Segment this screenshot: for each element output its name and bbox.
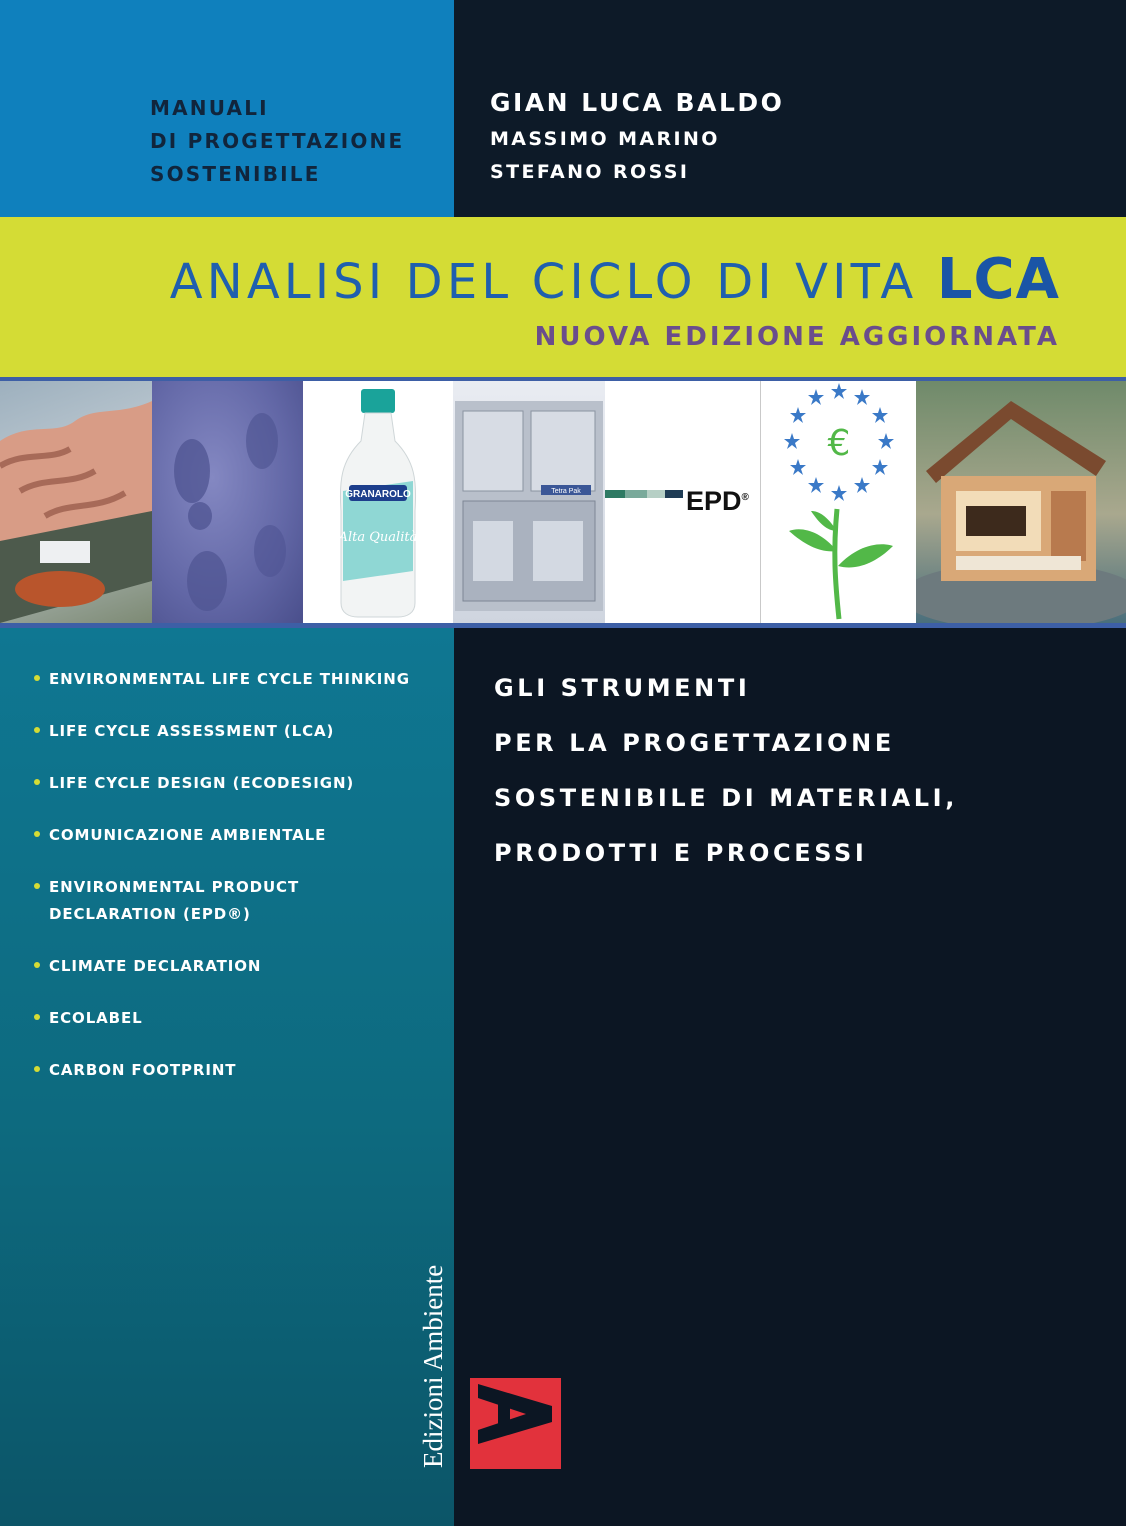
bottle-label: Alta Qualità — [338, 530, 418, 545]
topic-item: LIFE CYCLE ASSESSMENT (LCA) — [34, 718, 434, 745]
milk-bottle-photo — [303, 381, 453, 623]
topic-item: COMUNICAZIONE AMBIENTALE — [34, 822, 434, 849]
tagline — [494, 661, 958, 881]
model-house-photo — [916, 381, 1126, 623]
series-line: MANUALI — [150, 96, 269, 120]
series-title — [150, 92, 404, 191]
edition-subtitle: NUOVA EDIZIONE AGGIORNATA — [534, 322, 1060, 352]
epd-logo — [686, 486, 749, 517]
topic-item: ENVIRONMENTAL PRODUCT DECLARATION (EPD®) — [34, 874, 434, 928]
tagline-line: PRODOTTI E PROCESSI — [494, 839, 868, 867]
series-line: SOSTENIBILE — [150, 162, 321, 186]
series-line: DI PROGETTAZIONE — [150, 129, 405, 153]
publisher-logo — [470, 1378, 561, 1469]
tagline-line: PER LA PROGETTAZIONE — [494, 729, 895, 757]
roof-tiles-photo — [0, 381, 152, 623]
topic-item: CLIMATE DECLARATION — [34, 953, 434, 980]
title-acronym: LCA — [936, 247, 1060, 312]
svg-text:€: € — [827, 423, 851, 464]
title-main: ANALISI DEL CICLO DI VITA — [169, 254, 918, 310]
publisher-name: Edizioni Ambiente — [418, 1264, 448, 1468]
packaging-machine-photo — [453, 381, 605, 623]
eu-ecolabel-photo — [761, 381, 916, 623]
book-title — [169, 247, 1060, 312]
ecolabel-flower-icon — [761, 381, 916, 623]
author-secondary: MASSIMO MARINO — [490, 128, 720, 150]
topic-item: ECOLABEL — [34, 1005, 434, 1032]
topic-item: LIFE CYCLE DESIGN (ECODESIGN) — [34, 770, 434, 797]
topic-item: CARBON FOOTPRINT — [34, 1057, 434, 1084]
roof-tiles-image — [0, 381, 152, 623]
tagline-line: SOSTENIBILE DI MATERIALI, — [494, 784, 958, 812]
footprints-image — [152, 381, 303, 623]
author-primary: GIAN LUCA BALDO — [490, 88, 785, 117]
milk-bottle-image — [303, 381, 453, 623]
tagline-line: GLI STRUMENTI — [494, 674, 751, 702]
epd-registered-mark: ® — [741, 492, 749, 503]
topics-list — [34, 666, 434, 1109]
author-tertiary: STEFANO ROSSI — [490, 161, 690, 183]
bottle-brand: GRANAROLO — [345, 489, 411, 500]
epd-logo-text: EPD — [686, 486, 742, 516]
packaging-machine-image — [453, 381, 605, 623]
machine-label: Tetra Pak — [551, 488, 581, 495]
model-house-image — [916, 381, 1126, 623]
footprints-photo — [152, 381, 303, 623]
topic-item: ENVIRONMENTAL LIFE CYCLE THINKING — [34, 666, 434, 693]
